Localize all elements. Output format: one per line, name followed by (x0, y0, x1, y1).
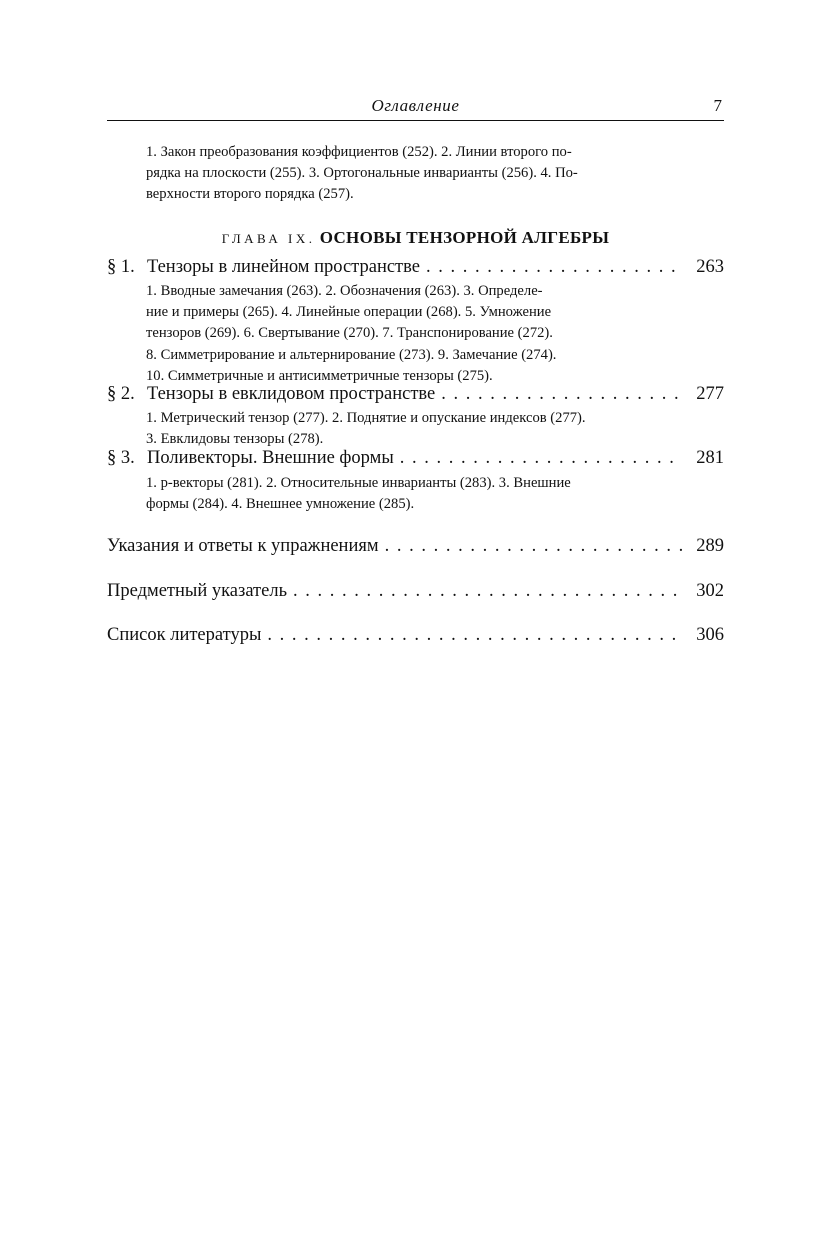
toc-entry-bibliography[interactable] (107, 625, 724, 646)
subitem-line: формы (284). 4. Внешнее умножение (285). (146, 496, 415, 513)
back-matter-page: 306 (696, 625, 724, 645)
leader-dots (441, 384, 682, 405)
running-header-title: Оглавление (371, 96, 460, 115)
toc-entry-answers[interactable] (107, 536, 724, 557)
back-matter-title: Список литературы (107, 625, 262, 645)
leader-dots (385, 536, 683, 557)
subitem-line: 1. Вводные замечания (263). 2. Обозначения (263). 3. Определе- (146, 283, 543, 299)
subitem-line: рядка на плоскости (255). 3. Ортогональные инварианты (256). 4. По- (146, 165, 578, 182)
back-matter-title: Предметный указатель (107, 581, 288, 601)
leader-dots (293, 581, 682, 602)
running-header (107, 96, 724, 121)
chapter-heading (107, 228, 724, 248)
toc-entry-section-3[interactable] (107, 448, 724, 469)
toc-entry-section-2[interactable] (107, 384, 724, 405)
section-page: 263 (696, 257, 724, 277)
section-title: Поливекторы. Внешние формы (147, 448, 394, 468)
subitem-line: тензоров (269). 6. Свертывание (270). 7. Транспонирование (272). (146, 325, 553, 342)
section-number: § 2. (107, 384, 135, 404)
toc-entry-subject-index[interactable] (107, 581, 724, 602)
section-number: § 1. (107, 257, 135, 277)
section-page: 277 (696, 384, 724, 404)
toc-entry-section-1[interactable] (107, 257, 724, 278)
prev-chapter-subitems (146, 142, 686, 206)
subitem-line: ние и примеры (265). 4. Линейные операции (268). 5. Умножение (146, 304, 552, 321)
section-title: Тензоры в линейном пространстве (147, 257, 420, 277)
leader-dots (400, 448, 682, 469)
leader-dots (267, 625, 682, 646)
subitem-line: верхности второго порядка (257). (146, 186, 354, 203)
subitem-line: 10. Симметричные и антисимметричные тензоры (275). (146, 367, 493, 384)
subitem-line: 1. p-векторы (281). 2. Относительные инварианты (283). 3. Внешние (146, 475, 571, 491)
chapter-label: ГЛАВА IX. (221, 231, 316, 246)
back-matter-page: 289 (696, 536, 724, 556)
section-number: § 3. (107, 448, 135, 468)
subitem-line: 1. Закон преобразования коэффициентов (252). 2. Линии второго по- (146, 144, 572, 160)
back-matter-page: 302 (696, 581, 724, 601)
chapter-title: ОСНОВЫ ТЕНЗОРНОЙ АЛГЕБРЫ (319, 228, 610, 247)
subitem-line: 1. Метрический тензор (277). 2. Поднятие и опускание индексов (277). (146, 410, 586, 426)
section-1-subitems (146, 281, 686, 387)
section-title: Тензоры в евклидовом пространстве (147, 384, 436, 404)
section-page: 281 (696, 448, 724, 468)
section-2-subitems (146, 408, 686, 450)
section-3-subitems (146, 473, 686, 515)
back-matter-title: Указания и ответы к упражнениям (107, 536, 379, 556)
leader-dots (426, 257, 682, 278)
subitem-line: 8. Симметрирование и альтернирование (273). 9. Замечание (274). (146, 346, 557, 363)
subitem-line: 3. Евклидовы тензоры (278). (146, 431, 324, 448)
page-number: 7 (713, 96, 722, 115)
